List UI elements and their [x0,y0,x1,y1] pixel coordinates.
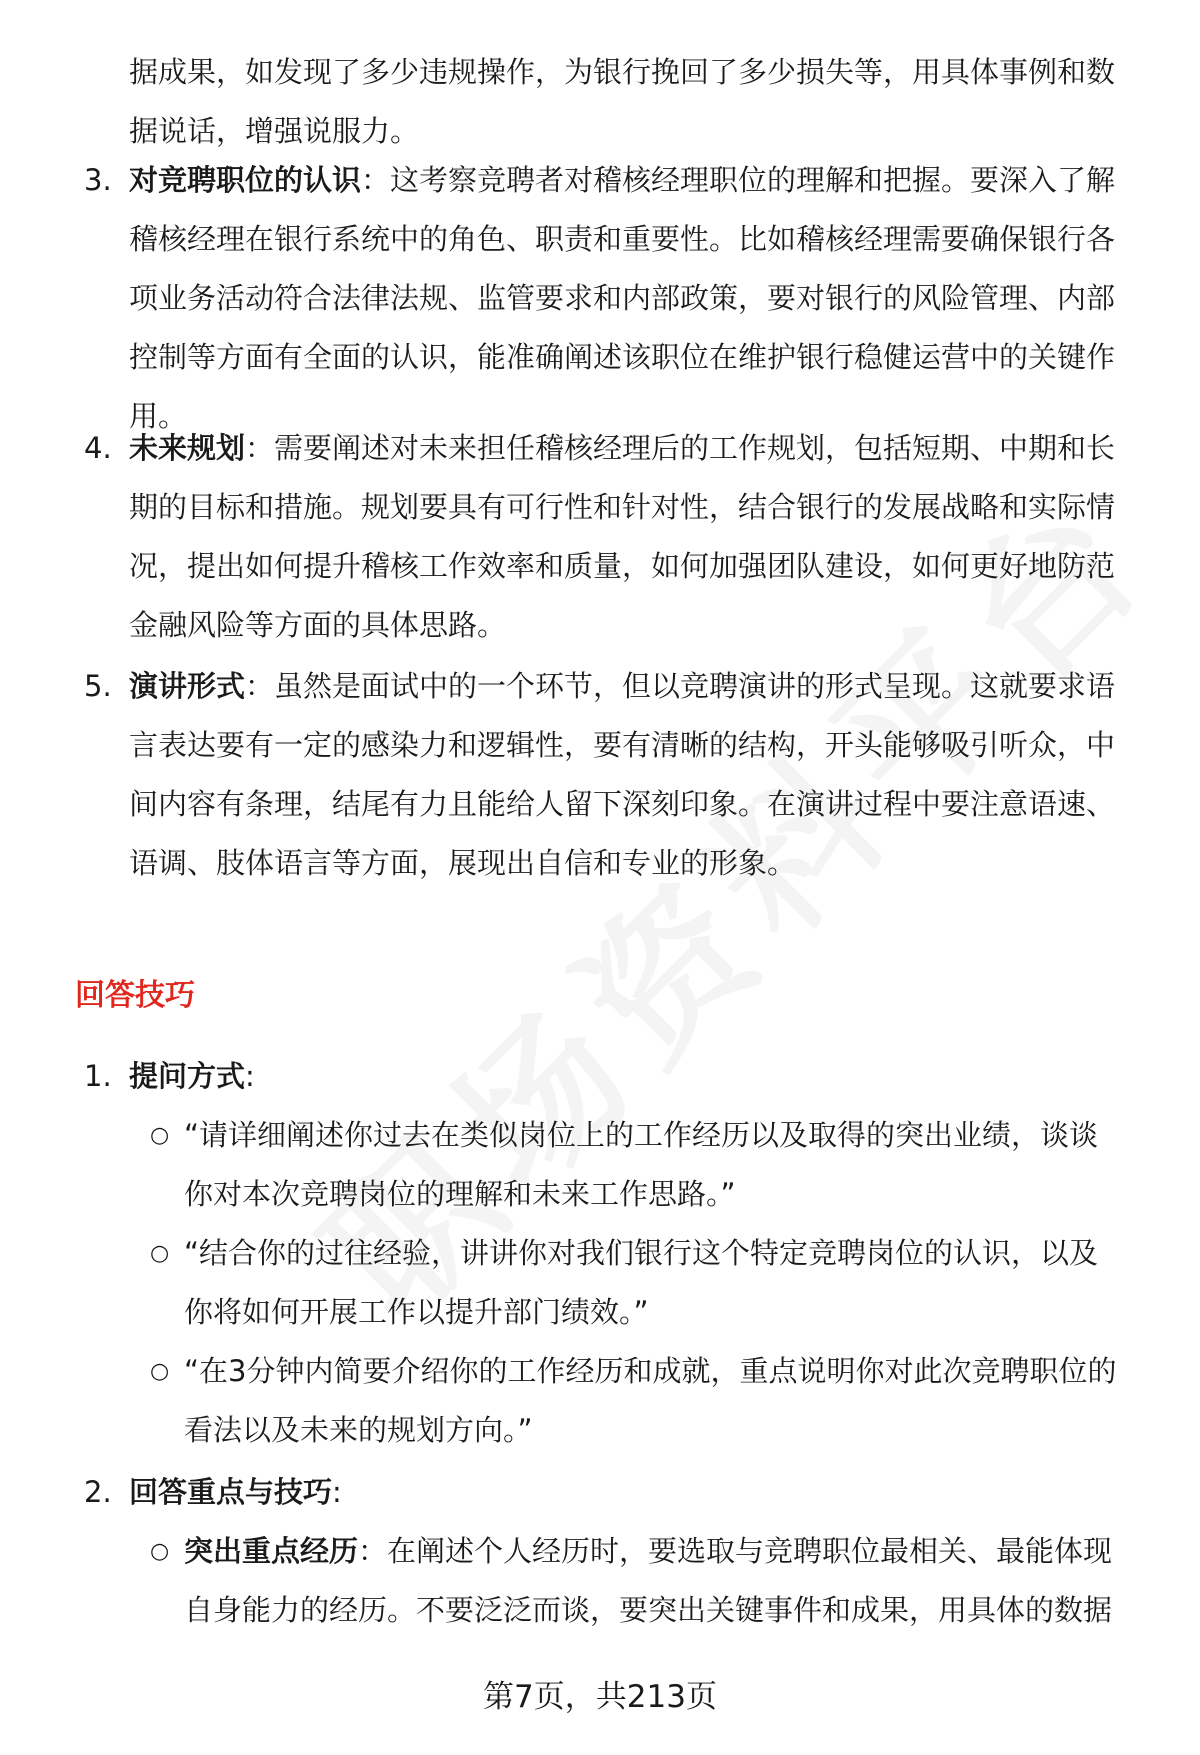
bullet-circle-icon: ○ [150,1539,170,1564]
text-line: 看法以及未来的规划方向。” [184,1413,533,1447]
bullet-circle-icon: ○ [150,1123,170,1148]
list-item-suffix: : [332,1475,342,1509]
list-item-suffix: : [245,1059,255,1093]
list-item-title: 回答重点与技巧 [129,1475,333,1509]
text-line: 控制等方面有全面的认识，能准确阐述该职位在维护银行稳健运营中的关键作 [129,340,1116,374]
list-item-question-style [129,1047,1149,1106]
list-item-position-understanding [129,151,1149,446]
section-heading: 回答技巧 [75,978,195,1013]
text-line: 间内容有条理，结尾有力且能给人留下深刻印象。在演讲过程中要注意语速、 [129,787,1116,821]
text-line: 语调、肢体语言等方面，展现出自信和专业的形象。 [129,846,797,880]
text-line: “请详细阐述你过去在类似岗位上的工作经历以及取得的突出业绩，谈谈 [184,1118,1099,1152]
text-line: 用。 [129,399,188,433]
list-item-title: 未来规划 [129,431,246,465]
list-number: 5. [84,669,112,703]
text-line: ：在阐述个人经历时，要选取与竞聘职位最相关、最能体现 [358,1534,1113,1568]
text-line: “在3分钟内简要介绍你的工作经历和成就，重点说明你对此次竞聘职位的 [184,1354,1117,1388]
text-line: 你对本次竞聘岗位的理解和未来工作思路。” [184,1177,736,1211]
text-line: 况，提出如何提升稽核工作效率和质量，如何加强团队建设，如何更好地防范 [129,549,1116,583]
list-item-title: 提问方式 [129,1059,246,1093]
bullet-circle-icon: ○ [150,1359,170,1384]
list-item-speech-form [129,657,1149,893]
list-item-future-plan [129,419,1149,655]
text-line: “结合你的过往经验，讲讲你对我们银行这个特定竞聘岗位的认识，以及 [184,1236,1099,1270]
text-line: ：虽然是面试中的一个环节，但以竞聘演讲的形式呈现。这就要求语 [245,669,1116,703]
list-item-title: 对竞聘职位的认识 [129,163,362,197]
text-line: 期的目标和措施。规划要具有可行性和针对性，结合银行的发展战略和实际情 [129,490,1116,524]
sub-item-question [184,1224,1174,1342]
page-footer: 第7页，共213页 [483,1679,717,1715]
text-line: 自身能力的经历。不要泛泛而谈，要突出关键事件和成果，用具体的数据 [184,1593,1113,1627]
text-line: 项业务活动符合法律法规、监管要求和内部政策，要对银行的风险管理、内部 [129,281,1116,315]
text-line: 你将如何开展工作以提升部门绩效。” [184,1295,649,1329]
text-line: ：需要阐述对未来担任稽核经理后的工作规划，包括短期、中期和长 [245,431,1116,465]
text-line: 金融风险等方面的具体思路。 [129,608,507,642]
sub-item-key-experience [184,1522,1174,1640]
sub-item-question [184,1342,1174,1460]
text-line: 据说话，增强说服力。 [129,114,420,148]
list-number: 3. [84,163,112,197]
list-number: 2. [84,1475,112,1509]
text-line: ：这考察竞聘者对稽核经理职位的理解和把握。要深入了解 [361,163,1116,197]
text-line: 据成果，如发现了多少违规操作，为银行挽回了多少损失等，用具体事例和数 [129,55,1116,89]
text-line: 稽核经理在银行系统中的角色、职责和重要性。比如稽核经理需要确保银行各 [129,222,1116,256]
continuation-paragraph [129,43,1149,161]
list-number: 1. [84,1059,112,1093]
list-item-answer-tips [129,1463,1149,1522]
list-item-title: 演讲形式 [129,669,246,703]
list-number: 4. [84,431,112,465]
text-line: 言表达要有一定的感染力和逻辑性，要有清晰的结构，开头能够吸引听众，中 [129,728,1116,762]
bullet-circle-icon: ○ [150,1241,170,1266]
sub-item-title: 突出重点经历 [184,1534,359,1568]
sub-item-question [184,1106,1174,1224]
